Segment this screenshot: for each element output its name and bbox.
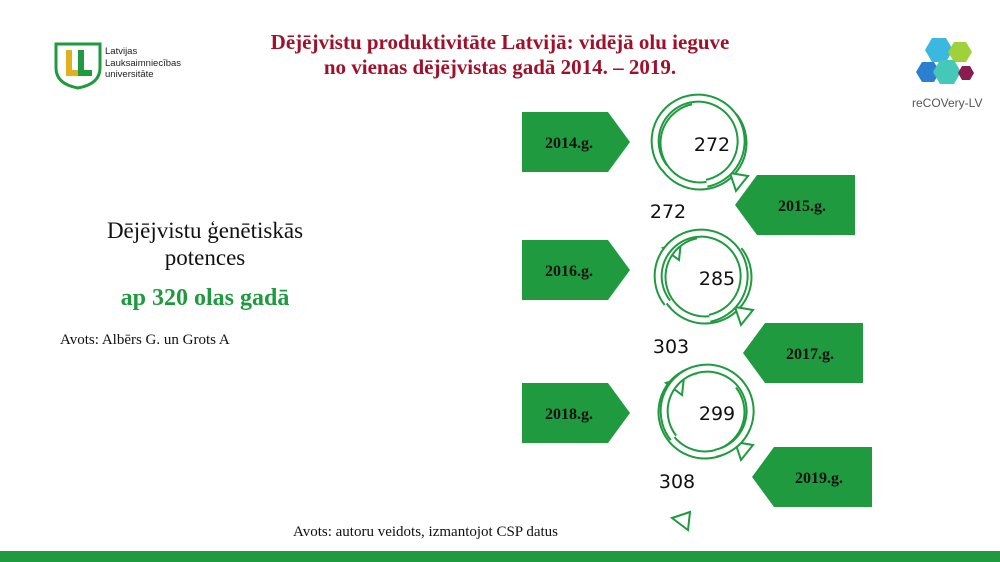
yield-value-2019g: 308: [658, 471, 696, 493]
year-label-2014g: 2014.g.: [545, 135, 593, 152]
year-label-2016g: 2016.g.: [545, 263, 593, 280]
footer-source: Avots: autoru veidots, izmantojot CSP datus: [293, 524, 558, 540]
arrow-head-icon: [730, 173, 748, 191]
yield-value-2014g: 272: [693, 134, 731, 156]
yield-value-2018g: 299: [698, 403, 736, 425]
bottom-accent-bar: [0, 551, 1000, 562]
year-label-2018g: 2018.g.: [545, 406, 593, 423]
year-label-2019g: 2019.g.: [795, 470, 843, 487]
brand-name: reCOVery-LV: [912, 96, 983, 110]
potential-label-line1: Dējējvistu ģenētiskās: [106, 218, 304, 243]
potential-value: ap 320 olas gadā: [120, 285, 290, 311]
arrow-head-icon: [735, 307, 753, 325]
yield-value-2016g: 285: [698, 268, 736, 290]
page-title: Dējējvistu produktivitāte Latvijā: vidējā olu ieguve no vienas dējējvistas gadā 2014. – 2019.: [270, 30, 730, 79]
year-label-2015g: 2015.g.: [778, 198, 826, 215]
arrow-head-icon: [672, 512, 690, 530]
yield-value-2015g: 272: [649, 201, 687, 223]
potential-source: Avots: Albērs G. un Grots A: [60, 332, 230, 348]
year-label-2017g: 2017.g.: [786, 346, 834, 363]
potential-label-line2: potences: [164, 245, 246, 270]
yield-value-2017g: 303: [652, 336, 690, 358]
university-name: Latvijas Lauksaimniecības universitāte: [105, 46, 182, 80]
